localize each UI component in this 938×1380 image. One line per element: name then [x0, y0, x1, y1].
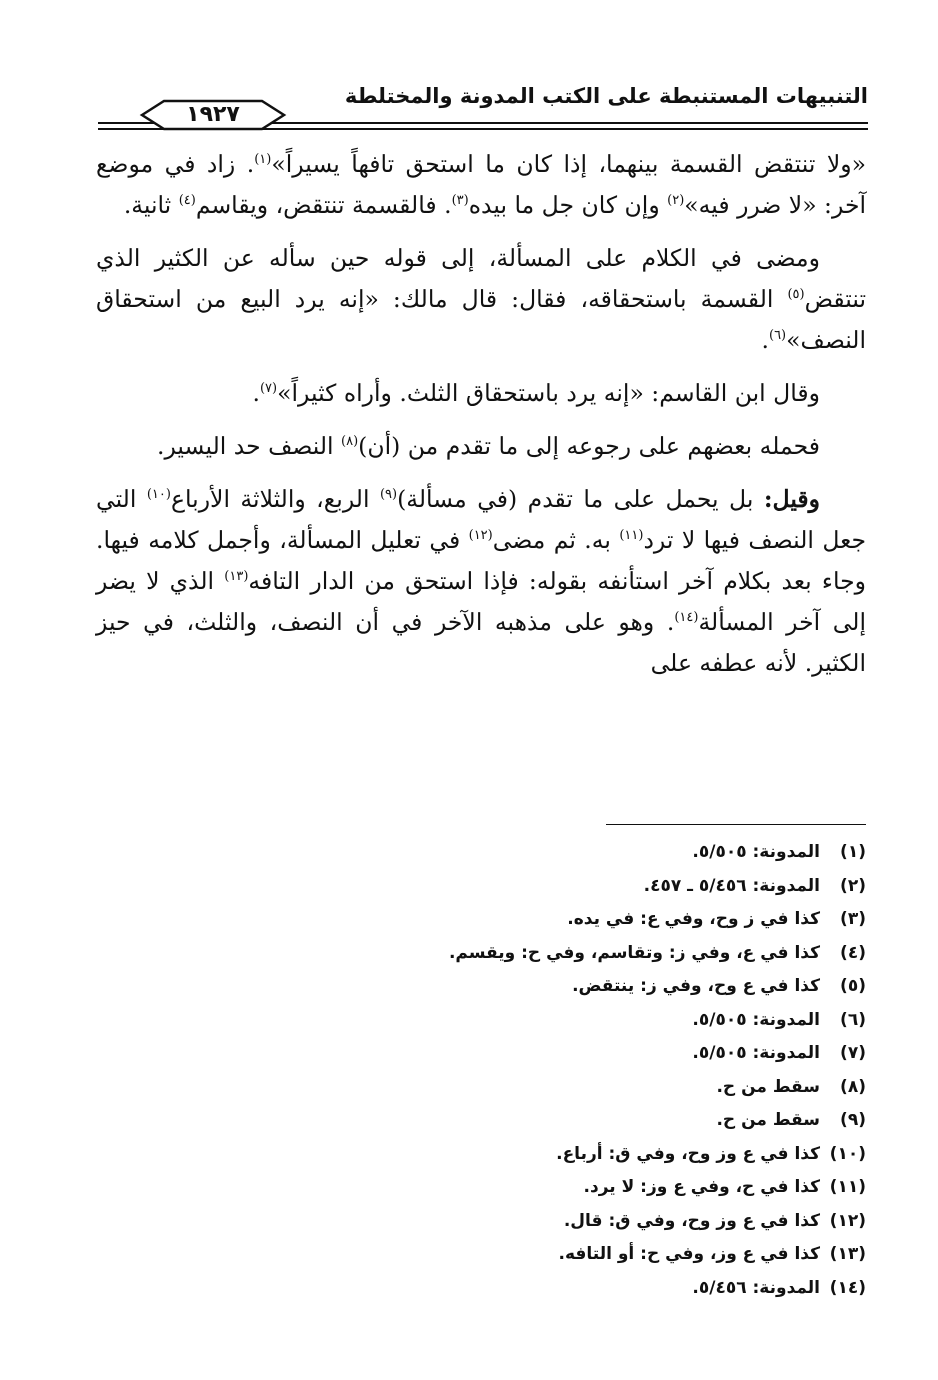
footnote-ref: (٧) — [259, 381, 278, 397]
footnote-text: المدونة: ٥/٤٥٦ ـ ٤٥٧. — [643, 875, 820, 896]
footnote-ref: (١) — [254, 152, 272, 168]
footnote-text: المدونة: ٥/٤٥٦. — [692, 1277, 820, 1298]
text-run: النصف حد اليسير. — [157, 432, 342, 460]
page-header — [98, 78, 868, 134]
paragraph-4 — [96, 426, 866, 467]
footnote-text: كذا في ز وح، وفي ع: في يده. — [567, 909, 820, 929]
footnote-item — [300, 1238, 866, 1272]
footnote-number: (٤) — [840, 942, 866, 963]
text-run: الربع، والثلاثة الأرباع — [170, 485, 380, 513]
footnote-number: (١٣) — [829, 1244, 866, 1264]
footnote-ref: (٢) — [667, 193, 685, 209]
footnote-text: المدونة: ٥/٥٠٥. — [692, 842, 820, 862]
footnote-ref: (١١) — [619, 528, 644, 544]
text-run: القسمة باستحقاقه، فقال: قال مالك: «إنه يرد البيع من استحقاق النصف» — [96, 285, 866, 354]
footnote-ref: (١٢) — [468, 528, 493, 544]
footnote-item — [300, 1071, 866, 1105]
text-run: «ولا تنتقض القسمة بينهما، إذا كان ما استحق تافهاً يسيراً» — [271, 150, 866, 178]
footnote-number: (١٠) — [829, 1143, 866, 1164]
footnote-ref: (١٠) — [146, 487, 171, 503]
running-title: التنبيهات المستنبطة على الكتب المدونة والمختلطة — [344, 84, 868, 108]
footnote-text: كذا في ع وز وح، وفي ق: أرباع. — [556, 1143, 820, 1164]
main-text — [96, 144, 866, 696]
text-run: . زاد في موضع آخر: «لا ضرر فيه» — [96, 150, 866, 219]
text-run: في تعليل المسألة، وأجمل كلامه فيها. وجاء بعد بكلام آخر استأنفه بقوله: فإذا استحق من الدار التافه — [96, 526, 866, 595]
footnote-item — [300, 1104, 866, 1138]
footnote-item — [300, 1037, 866, 1071]
paragraph-5 — [96, 479, 866, 684]
paragraph-1 — [96, 144, 866, 226]
text-run: وقال ابن القاسم: «إنه يرد باستحقاق الثلث. وأراه كثيراً» — [277, 379, 820, 407]
footnote-number: (٣) — [840, 909, 866, 929]
text-run: ثانية. — [123, 191, 179, 219]
lead-word: وقيل: — [763, 485, 820, 513]
footnote-item — [300, 903, 866, 937]
text-run: ومضى في الكلام على المسألة، إلى قوله حين سأله عن الكثير الذي تنتقض — [96, 244, 866, 313]
footnote-text: كذا في ع وز، وفي ح: أو التافه. — [558, 1244, 820, 1264]
footnote-text: سقط من ح. — [716, 1076, 820, 1097]
footnote-number: (١١) — [829, 1177, 866, 1197]
footnote-text: كذا في ع وز وح، وفي ق: قال. — [563, 1210, 820, 1231]
page-number-badge — [138, 98, 288, 132]
footnote-ref: (١٤) — [674, 610, 699, 626]
text-run: . وهو على مذهبه الآخر في أن النصف، والثلث، في حيز الكثير. لأنه عطفه على — [96, 608, 866, 677]
footnote-item — [300, 937, 866, 971]
text-run: بل يحمل على ما تقدم (في مسألة) — [397, 485, 764, 513]
paragraph-3 — [96, 373, 866, 414]
footnote-text: المدونة: ٥/٥٠٥. — [692, 1043, 820, 1063]
footnote-ref: (٩) — [379, 487, 398, 503]
footnote-item — [300, 870, 866, 904]
footnote-item — [300, 1004, 866, 1038]
footnote-number: (٦) — [840, 1009, 866, 1030]
footnote-ref: (٨) — [341, 434, 359, 450]
text-run: . — [252, 379, 260, 407]
footnote-number: (٥) — [840, 976, 866, 996]
footnote-number: (١) — [840, 842, 866, 862]
footnote-number: (٧) — [840, 1043, 866, 1063]
text-run: التي جعل النصف فيها لا ترد — [96, 485, 866, 554]
footnote-ref: (٣) — [451, 193, 469, 209]
footnote-text: كذا في ح، وفي ع وز: لا يرد. — [583, 1177, 820, 1197]
footnotes — [300, 836, 866, 1305]
text-run: . — [761, 326, 769, 354]
text-run: وإن كان جل ما بيده — [468, 191, 668, 219]
footnote-number: (٩) — [840, 1110, 866, 1130]
footnote-number: (١٤) — [829, 1277, 866, 1298]
footnote-ref: (٤) — [178, 193, 196, 209]
text-run: الذي لا يضر إلى آخر المسألة — [96, 567, 866, 636]
footnote-item — [300, 1171, 866, 1205]
text-run: . فالقسمة تنتقض، ويقاسم — [195, 191, 452, 219]
footnote-item — [300, 1205, 866, 1239]
footnote-text: المدونة: ٥/٥٠٥. — [692, 1009, 820, 1030]
footnote-item — [300, 836, 866, 870]
footnote-item — [300, 970, 866, 1004]
footnote-item — [300, 1138, 866, 1172]
text-run: به. ثم مضى — [492, 526, 620, 554]
footnote-text: سقط من ح. — [716, 1110, 820, 1130]
footnote-number: (١٢) — [829, 1210, 866, 1231]
footnote-text: كذا في ع وح، وفي ز: ينتقض. — [572, 976, 820, 996]
paragraph-2 — [96, 238, 866, 361]
footnote-separator — [606, 824, 866, 825]
page-number: ١٩٢٧ — [186, 102, 240, 127]
footnote-item — [300, 1272, 866, 1306]
footnote-number: (٨) — [840, 1076, 866, 1097]
footnote-ref: (٥) — [787, 287, 805, 303]
text-run: فحمله بعضهم على رجوعه إلى ما تقدم من (أن) — [358, 432, 820, 460]
footnote-ref: (٦) — [768, 328, 787, 344]
footnote-ref: (١٣) — [224, 569, 249, 585]
footnote-text: كذا في ع، وفي ز: وتقاسم، وفي ح: ويقسم. — [448, 942, 820, 963]
footnote-number: (٢) — [840, 875, 866, 896]
